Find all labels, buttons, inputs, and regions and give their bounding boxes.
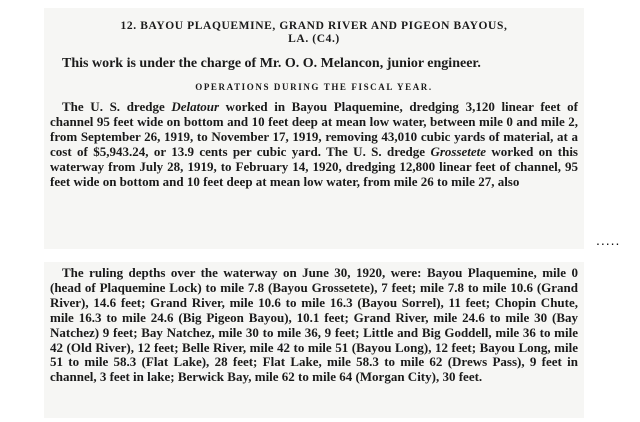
operations-subheading: OPERATIONS DURING THE FISCAL YEAR. (195, 82, 433, 92)
operations-text-part3: worked on this waterway from July 28, 1919, to February 14, 1920, dredging 12,800 linear feet of channel, 95 feet wide on bottom and 10 feet deep at mean low water, from mile 26 to mile 27, also (50, 143, 578, 189)
operations-text-part1: The U. S. dredge (62, 99, 172, 114)
omission-ellipsis: ..... (596, 232, 621, 248)
report-section-top (44, 8, 584, 249)
report-section-bottom (44, 262, 584, 418)
section-heading-subline: LA. (C4.) (288, 33, 340, 45)
ruling-depths-paragraph: The ruling depths over the waterway on June 30, 1920, were: Bayou Plaquemine, mile 0 (head of Plaquemine Lock) to mile 7.8 (Bayou Grossetete), 7 feet; mile 7.8 to mile 10.6 (Grand River), 14.6 feet; Grand River, mile 10.6 to mile 16.3 (Bayou Sorrel), 11 feet; Chopin Chute, mile 16.3 to mile 24.6 (Big Pigeon Bayou), 10.1 feet; Grand River, mile 24.6 to mile 30 (Bay Natchez) 9 feet; Bay Natchez, mile 30 to mile 36, 9 feet; Little and Big Goddell, mile 36 to mile 42 (Old River), 12 feet; Belle River, mile 42 to mile 51 (Bayou Long), 12 feet; Bayou Long, mile 51 to mile 58.3 (Flat Lake), 28 feet; Flat Lake, mile 58.3 to mile 62 (Drews Pass), 9 feet in channel, 3 feet in lake; Berwick Bay, mile 62 to mile 64 (Morgan City), 30 feet. (50, 265, 578, 385)
operations-text-part2: worked in Bayou Plaquemine, dredging 3,120 linear feet of channel 95 feet wide on bottom and 10 feet deep at mean low water, between mile 0 and mile 2, from September 26, 1919, to November 17, 1919, removing 43,010 cubic yards of material, at a cost of $5,943.24, or 13.9 cents per cubic yard. The U. S. dredge (50, 99, 579, 159)
dredge-name-delatour: Delatour (171, 99, 220, 114)
section-heading: 12. BAYOU PLAQUEMINE, GRAND RIVER AND PIGEON BAYOUS, (120, 20, 508, 32)
dredge-name-grossetete: Grossetete (430, 143, 487, 159)
intro-paragraph: This work is under the charge of Mr. O. O. Melancon, junior engineer. (62, 56, 481, 71)
operations-paragraph (50, 100, 578, 189)
